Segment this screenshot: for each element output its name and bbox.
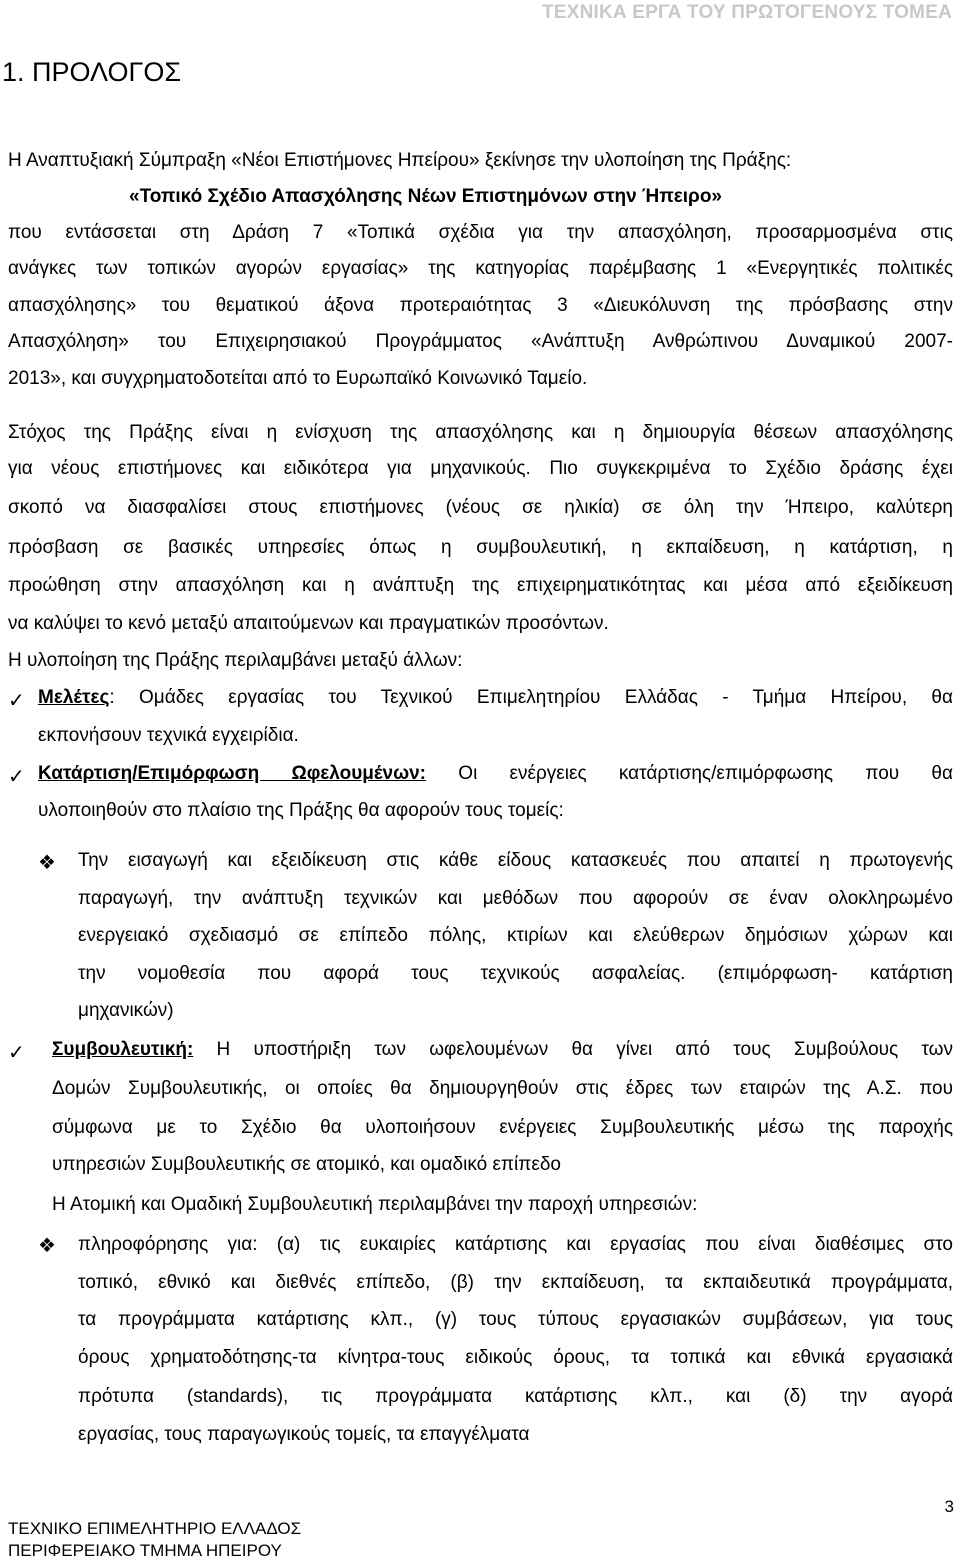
item-term: Κατάρτιση/Επιμόρφωση Ωφελουμένων: [38,763,427,784]
intro-line: Απασχόληση» του Επιχειρησιακού Προγράμματος «Ανάπτυξη Ανθρώπινου Δυναμικού 2007- [8,331,953,352]
item-text: υπηρεσιών Συμβουλευτικής σε ατομικό, και ομαδικό επίπεδο [52,1154,561,1175]
subitem-line: Την εισαγωγή και εξειδίκευση στις κάθε είδους κατασκευές που απαιτεί η πρωτογενής [78,850,953,871]
diamond-bullet-icon: ❖ [38,1235,56,1257]
includes-intro: Η υλοποίηση της Πράξης περιλαμβάνει μεταξύ άλλων: [8,650,463,671]
running-header: ΤΕΧΝΙΚΑ ΕΡΓΑ ΤΟΥ ΠΡΩΤΟΓΕΝΟΥΣ ΤΟΜΕΑ [542,2,952,23]
intro-line: ανάγκες των τοπικών αγορών εργασίας» της κατηγορίας παρέμβασης 1 «Ενεργητικές πολιτικές [8,258,953,279]
goal-line: προώθηση στην απασχόληση και η ανάπτυξη της επιχειρηματικότητας και μέσα από εξειδίκευση [8,575,953,596]
goal-line: πρόσβαση σε βασικές υπηρεσίες όπως η συμβουλευτική, η εκπαίδευση, η κατάρτιση, η [8,537,953,558]
subitem-line: πρότυπα (standards), τις προγράμματα κατάρτισης κλπ., και (δ) την αγορά [78,1386,953,1407]
subitem-line: ενεργειακό σχεδιασμό σε επίπεδο πόλης, κτιρίων και ελεύθερων δημόσιων χώρων και [78,925,953,946]
diamond-bullet-icon: ❖ [38,852,56,874]
subitem-line: τα προγράμματα κατάρτισης κλπ., (γ) τους τύπους εργασιακών συμβάσεων, για τους [78,1309,953,1330]
goal-line: για νέους επιστήμονες και ειδικότερα για μηχανικούς. Πιο συγκεκριμένα το Σχέδιο δράσης έχει [8,458,953,479]
item-term: Μελέτες [38,687,110,708]
checkmark-icon: ✓ [8,1042,25,1064]
item-text: Οι ενέργειες κατάρτισης/επιμόρφωσης που θα [426,763,953,784]
subitem-line: πληροφόρησης για: (α) τις ευκαιρίες κατάρτισης και εργασίας που είναι διαθέσιμες στο [78,1234,953,1255]
goal-line: να καλύψει το κενό μεταξύ απαιτούμενων και πραγματικών προσόντων. [8,613,609,634]
goal-line: σκοπό να διασφαλίσει στους επιστήμονες (νέους σε ηλικία) σε όλη την Ήπειρο, καλύτερη [8,497,953,518]
footer-line: ΤΕΧΝΙΚΟ ΕΠΙΜΕΛΗΤΗΡΙΟ ΕΛΛΑΔΟΣ [8,1519,302,1538]
intro-line: Η Αναπτυξιακή Σύμπραξη «Νέοι Επιστήμονες Ηπείρου» ξεκίνησε την υλοποίηση της Πράξης: [8,150,792,171]
page-number: 3 [944,1497,954,1516]
subitem-line: μηχανικών) [78,1000,174,1021]
item-term: Συμβουλευτική: [52,1039,194,1060]
goal-line: Στόχος της Πράξης είναι η ενίσχυση της απασχόλησης και η δημιουργία θέσεων απασχόλησης [8,422,953,443]
footer-line: ΠΕΡΙΦΕΡΕΙΑΚΟ ΤΜΗΜΑ ΗΠΕΙΡΟΥ [8,1541,282,1560]
intro-line: απασχόλησης» του θεματικού άξονα προτεραιότητας 3 «Διευκόλυνση της πρόσβασης στην [8,295,953,316]
item-text: εκπονήσουν τεχνικά εγχειρίδια. [38,725,299,746]
item-text: σύμφωνα με το Σχέδιο θα υλοποιήσουν ενέργειες Συμβουλευτικής μέσω της παροχής [52,1117,953,1138]
item-text: Δομών Συμβουλευτικής, οι οποίες θα δημιουργηθούν στις έδρες των εταιρών της Α.Σ. που [52,1078,953,1099]
subitem-line: όρους χρηματοδότησης-τα κίνητρα-τους ειδικούς όρους, τα τοπικά και εθνικά εργασιακά [78,1347,953,1368]
services-intro: Η Ατομική και Ομαδική Συμβουλευτική περιλαμβάνει την παροχή υπηρεσιών: [52,1194,698,1215]
item-text: Η υποστήριξη των ωφελουμένων θα γίνει από τους Συμβούλους των [193,1039,953,1060]
item-text: : Ομάδες εργασίας του Τεχνικού Επιμελητηρίου Ελλάδας - Τμήμα Ηπείρου, θα [109,687,953,708]
item-text: υλοποιηθούν στο πλαίσιο της Πράξης θα αφορούν τους τομείς: [38,800,564,821]
intro-line: που εντάσσεται στη Δράση 7 «Τοπικά σχέδια για την απασχόληση, προσαρμοσμένα στις [8,222,953,243]
project-title: «Τοπικό Σχέδιο Απασχόλησης Νέων Επιστημόνων στην Ήπειρο» [129,186,722,207]
subitem-line: εργασίας, τους παραγωγικούς τομείς, τα επαγγέλματα [78,1424,530,1445]
subitem-line: την νομοθεσία που αφορά τους τεχνικούς ασφαλείας. (επιμόρφωση- κατάρτιση [78,963,953,984]
intro-line: 2013», και συγχρηματοδοτείται από το Ευρωπαϊκό Κοινωνικό Ταμείο. [8,368,588,389]
subitem-line: παραγωγή, την ανάπτυξη τεχνικών και μεθόδων που αφορούν σε έναν ολοκληρωμένο [78,888,953,909]
checkmark-icon: ✓ [8,690,25,712]
checkmark-icon: ✓ [8,766,25,788]
subitem-line: τοπικό, εθνικό και διεθνές επίπεδο, (β) την εκπαίδευση, τα εκπαιδευτικά προγράμματα, [78,1272,953,1293]
section-title: 1. ΠΡΟΛΟΓΟΣ [2,57,182,87]
